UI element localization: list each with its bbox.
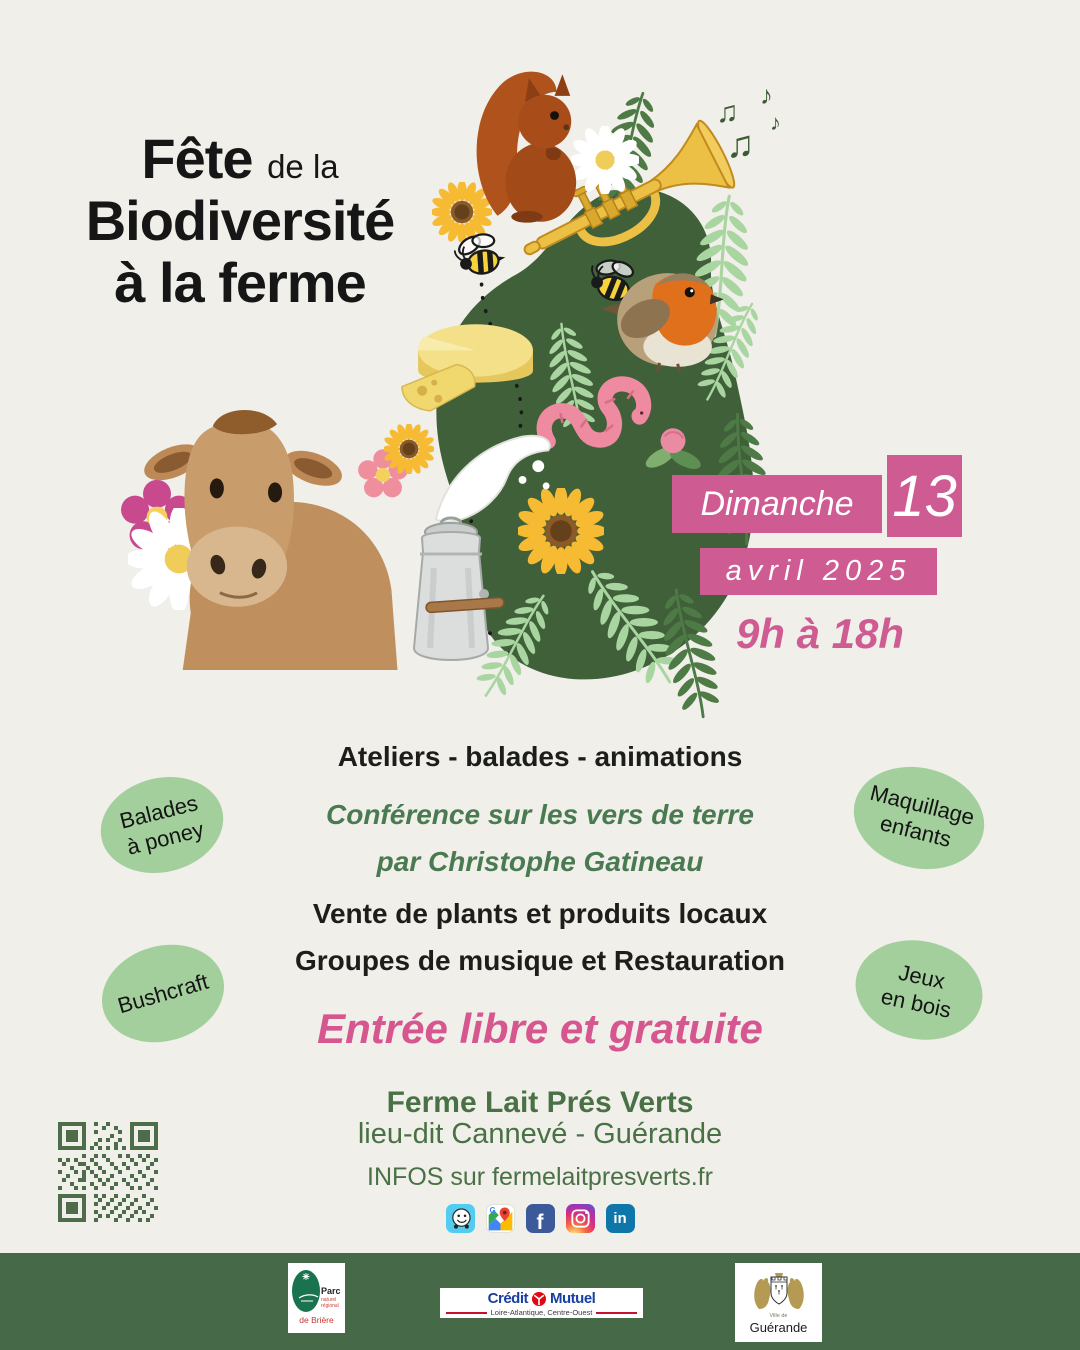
qr-code <box>58 1122 158 1222</box>
conference-line1: Conférence sur les vers de terre <box>326 799 754 830</box>
title-line2: Biodiversité <box>85 188 395 252</box>
facebook-icon <box>526 1204 555 1233</box>
guerande-crest-icon <box>749 1269 809 1313</box>
activity-bubble-bushcraft: Bushcraft <box>90 931 235 1056</box>
free-entry-line: Entrée libre et gratuite <box>317 1005 763 1052</box>
facebook-letter: f <box>536 1211 544 1233</box>
credit-mutuel-word2: Mutuel <box>550 1290 596 1307</box>
poster-title <box>40 128 440 315</box>
date-day-label: Dimanche <box>700 484 854 523</box>
date-month-label: avril 2025 <box>725 555 912 587</box>
squirrel-illustration <box>468 66 586 224</box>
sponsor-parc-briere <box>288 1263 345 1333</box>
music-note-icon: ♪ <box>760 80 773 110</box>
conference-line2: par Christophe Gatineau <box>376 846 704 877</box>
title-line3: à la ferme <box>114 251 366 315</box>
parc-briere-logo-icon <box>291 1268 321 1313</box>
venue-address: lieu-dit Cannevé - Guérande <box>357 1118 723 1150</box>
title-word-rest: de la <box>267 148 339 185</box>
linkedin-letters: in <box>613 1210 627 1227</box>
google-letter: G <box>489 1206 496 1215</box>
red-rule-left <box>446 1312 487 1314</box>
market-line1: Vente de plants et produits locaux <box>312 898 768 929</box>
sponsor-footer-bar <box>0 1253 1080 1350</box>
robin-bird-illustration <box>597 256 723 372</box>
activity-bubble-maquillage: Maquillage enfants <box>843 754 995 883</box>
title-line1 <box>40 128 440 190</box>
red-rule-right <box>596 1312 637 1314</box>
credit-mutuel-region: Loire-Atlantique, Centre-Ouest <box>490 1308 593 1317</box>
date-number-label: 13 <box>892 463 957 529</box>
credit-mutuel-logo-icon <box>532 1292 546 1306</box>
venue-infos: INFOS sur fermelaitpresverts.fr <box>367 1163 713 1191</box>
date-month-badge <box>700 548 937 595</box>
cow-illustration <box>122 384 408 670</box>
parc-label-3: régional <box>321 1303 339 1309</box>
music-note-icon: ♫ <box>726 124 755 166</box>
music-note-icon: ♫ <box>716 96 739 129</box>
guerande-label-2: Guérande <box>749 1320 808 1335</box>
credit-mutuel-word1: Crédit <box>487 1290 528 1307</box>
venue-name: Ferme Lait Prés Verts <box>386 1086 694 1119</box>
date-number-badge <box>887 455 962 537</box>
activities-line: Ateliers - balades - animations <box>337 741 743 772</box>
market-line2: Groupes de musique et Restauration <box>294 945 786 976</box>
instagram-icon <box>566 1204 595 1233</box>
rosebud-icon <box>644 420 702 478</box>
music-note-icon: ♪ <box>770 110 781 135</box>
parc-label-2: naturel <box>321 1297 337 1303</box>
social-icons-row <box>0 1204 1080 1233</box>
parc-label-1: Parc <box>321 1286 341 1296</box>
activity-bubble-jeux: Jeux en bois <box>846 929 992 1051</box>
date-day-badge <box>672 475 882 533</box>
cheese-illustration <box>400 308 536 414</box>
sponsor-guerande <box>735 1263 822 1342</box>
parc-label-4: de Brière <box>299 1315 334 1325</box>
google-maps-icon <box>486 1204 515 1233</box>
sponsor-credit-mutuel <box>440 1288 643 1318</box>
activity-bubble-poney: Balades à poney <box>90 764 233 885</box>
title-word-main: Fête <box>141 127 253 190</box>
linkedin-icon <box>606 1204 635 1233</box>
guerande-label-1: Ville de <box>769 1313 788 1319</box>
waze-icon <box>446 1204 475 1233</box>
event-hours: 9h à 18h <box>735 610 905 657</box>
